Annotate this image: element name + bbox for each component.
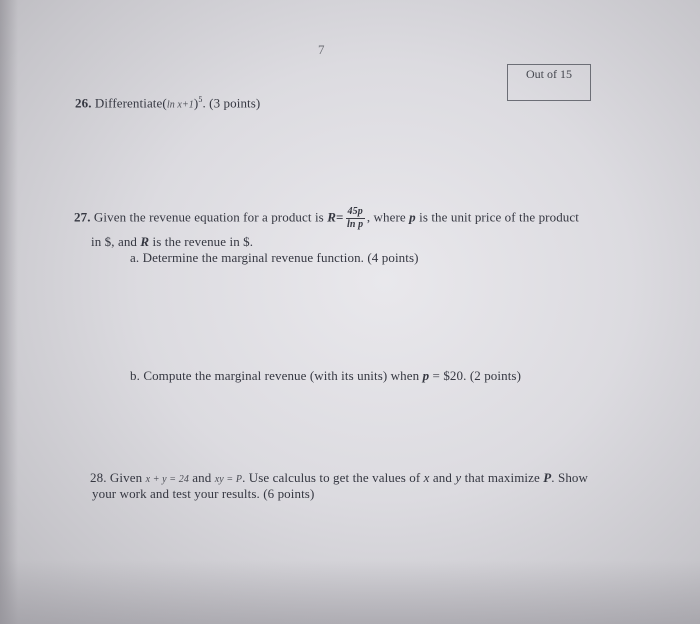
expression-inner: ln x+1 <box>166 99 194 111</box>
question-text: Given the revenue equation for a product is <box>93 209 324 225</box>
continuation-text: in $, and <box>91 234 138 249</box>
question-28 <box>90 470 588 486</box>
score-box <box>507 64 591 101</box>
variable-y: y <box>455 470 462 485</box>
question-text-tail: is the unit price of the product <box>419 209 579 225</box>
bottom-shadow <box>0 560 700 624</box>
question-points: . (3 points) <box>202 95 261 111</box>
question-28-continuation: your work and test your results. (6 points) <box>92 486 315 501</box>
question-27-part-a <box>130 250 419 266</box>
given-word: Given <box>109 470 143 485</box>
variable-R: R <box>140 234 150 249</box>
expression-close: ) <box>193 95 199 111</box>
question-number: 28. <box>90 470 107 485</box>
score-box-label: Out of 15 <box>526 67 572 81</box>
variable-p: p <box>409 209 416 225</box>
expression-exponent: 5 <box>198 95 203 104</box>
revenue-fraction <box>346 207 365 230</box>
fraction-numerator: 45p <box>347 206 363 217</box>
variable-P: P <box>543 470 552 485</box>
variable-x: x <box>423 470 430 485</box>
equals-sign: = <box>335 209 344 225</box>
variable-p: p <box>422 368 430 383</box>
part-text: Compute the marginal revenue (with its units) when <box>143 368 420 383</box>
page-number: 7 <box>318 42 325 57</box>
question-26 <box>75 95 260 111</box>
part-text: Determine the marginal revenue function. (4 points) <box>142 250 419 265</box>
part-label: b. <box>130 368 140 383</box>
question-text-2: that maximize <box>464 470 540 485</box>
paper-edge-shadow <box>0 0 18 624</box>
variable-R: R <box>327 209 336 225</box>
equation-1: x + y = 24 <box>145 474 189 485</box>
equation-2: xy = P <box>214 474 243 485</box>
question-27 <box>74 207 579 230</box>
expression-open: ( <box>162 95 167 111</box>
question-text: . Use calculus to get the values of <box>242 470 421 485</box>
question-number: 26. <box>75 95 92 111</box>
part-text-tail: = $20. (2 points) <box>432 368 522 383</box>
question-27-continuation <box>91 234 253 250</box>
fraction-denominator: ln p <box>347 219 364 230</box>
and-word: and <box>192 470 212 485</box>
question-27-part-b <box>130 368 521 384</box>
continuation-text-tail: is the revenue in $. <box>152 234 254 249</box>
part-label: a. <box>130 250 140 265</box>
question-text-after: , where <box>366 209 406 225</box>
question-text-3: . Show <box>551 470 589 485</box>
question-text: Differentiate <box>94 95 163 111</box>
question-number: 27. <box>74 209 91 225</box>
and-word-2: and <box>432 470 452 485</box>
